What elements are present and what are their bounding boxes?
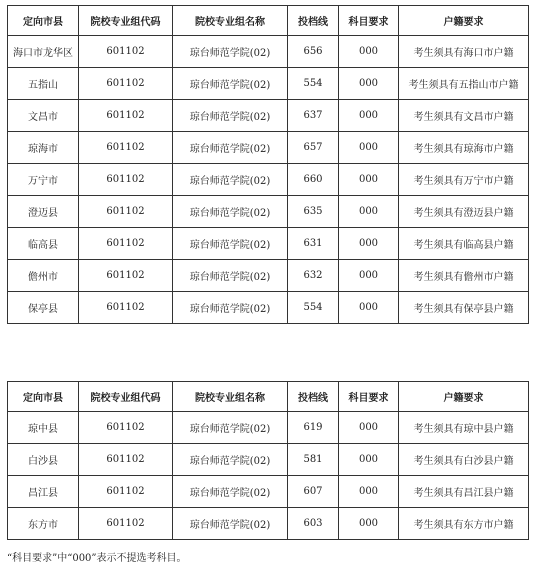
- admission-table-1: [7, 5, 529, 324]
- table-row: [8, 196, 529, 228]
- cell-group-name: 琼台师范学院(02): [173, 476, 288, 508]
- cell-subject-requirement: 000: [339, 132, 399, 164]
- cell-residency-requirement: 考生须具有文昌市户籍: [399, 100, 529, 132]
- table-body: [8, 412, 529, 540]
- footnote: “科目要求”中“000”表示不提选考科目。: [7, 553, 187, 564]
- cell-group-name: 琼台师范学院(02): [173, 412, 288, 444]
- cell-cutoff-score: 631: [288, 228, 339, 260]
- cell-residency-requirement: 考生须具有儋州市户籍: [399, 260, 529, 292]
- cell-group-code: 601102: [79, 260, 173, 292]
- table-row: [8, 412, 529, 444]
- cell-region: 五指山: [8, 68, 79, 100]
- cell-region: 琼中县: [8, 412, 79, 444]
- column-header-cutoff-score: 投档线: [288, 6, 339, 36]
- cell-residency-requirement: 考生须具有昌江县户籍: [399, 476, 529, 508]
- cell-group-code: 601102: [79, 196, 173, 228]
- cell-subject-requirement: 000: [339, 228, 399, 260]
- cell-group-code: 601102: [79, 476, 173, 508]
- cell-region: 儋州市: [8, 260, 79, 292]
- cell-group-code: 601102: [79, 508, 173, 540]
- table-row: [8, 260, 529, 292]
- cell-subject-requirement: 000: [339, 508, 399, 540]
- cell-cutoff-score: 607: [288, 476, 339, 508]
- cell-cutoff-score: 581: [288, 444, 339, 476]
- table-body: [8, 36, 529, 324]
- table-header-row: [8, 382, 529, 412]
- cell-cutoff-score: 554: [288, 292, 339, 324]
- cell-region: 临高县: [8, 228, 79, 260]
- table-header-row: [8, 6, 529, 36]
- table-row: [8, 36, 529, 68]
- cell-residency-requirement: 考生须具有白沙县户籍: [399, 444, 529, 476]
- cell-cutoff-score: 637: [288, 100, 339, 132]
- cell-cutoff-score: 619: [288, 412, 339, 444]
- cell-subject-requirement: 000: [339, 292, 399, 324]
- table-row: [8, 476, 529, 508]
- cell-subject-requirement: 000: [339, 260, 399, 292]
- cell-region: 万宁市: [8, 164, 79, 196]
- cell-group-name: 琼台师范学院(02): [173, 36, 288, 68]
- cell-cutoff-score: 632: [288, 260, 339, 292]
- admission-table-2: [7, 381, 529, 540]
- cell-residency-requirement: 考生须具有澄迈县户籍: [399, 196, 529, 228]
- column-header-residency-requirement: 户籍要求: [399, 382, 529, 412]
- column-header-group-name: 院校专业组名称: [173, 6, 288, 36]
- cell-group-code: 601102: [79, 68, 173, 100]
- cell-cutoff-score: 660: [288, 164, 339, 196]
- cell-group-name: 琼台师范学院(02): [173, 444, 288, 476]
- table-row: [8, 444, 529, 476]
- cell-subject-requirement: 000: [339, 100, 399, 132]
- cell-region: 东方市: [8, 508, 79, 540]
- cell-cutoff-score: 554: [288, 68, 339, 100]
- cell-cutoff-score: 635: [288, 196, 339, 228]
- column-header-group-code: 院校专业组代码: [79, 6, 173, 36]
- cell-subject-requirement: 000: [339, 196, 399, 228]
- cell-region: 白沙县: [8, 444, 79, 476]
- table-row: [8, 100, 529, 132]
- cell-region: 海口市龙华区: [8, 36, 79, 68]
- cell-group-name: 琼台师范学院(02): [173, 196, 288, 228]
- cell-group-name: 琼台师范学院(02): [173, 508, 288, 540]
- cell-cutoff-score: 657: [288, 132, 339, 164]
- cell-residency-requirement: 考生须具有东方市户籍: [399, 508, 529, 540]
- cell-group-name: 琼台师范学院(02): [173, 292, 288, 324]
- cell-subject-requirement: 000: [339, 444, 399, 476]
- cell-group-code: 601102: [79, 292, 173, 324]
- column-header-cutoff-score: 投档线: [288, 382, 339, 412]
- cell-cutoff-score: 603: [288, 508, 339, 540]
- cell-group-code: 601102: [79, 228, 173, 260]
- cell-group-name: 琼台师范学院(02): [173, 68, 288, 100]
- cell-subject-requirement: 000: [339, 412, 399, 444]
- cell-residency-requirement: 考生须具有保亭县户籍: [399, 292, 529, 324]
- cell-group-name: 琼台师范学院(02): [173, 260, 288, 292]
- cell-group-code: 601102: [79, 132, 173, 164]
- table-row: [8, 164, 529, 196]
- cell-region: 文昌市: [8, 100, 79, 132]
- cell-subject-requirement: 000: [339, 476, 399, 508]
- cell-region: 昌江县: [8, 476, 79, 508]
- table-row: [8, 228, 529, 260]
- cell-residency-requirement: 考生须具有琼海市户籍: [399, 132, 529, 164]
- cell-region: 澄迈县: [8, 196, 79, 228]
- cell-residency-requirement: 考生须具有五指山市户籍: [399, 68, 529, 100]
- cell-residency-requirement: 考生须具有海口市户籍: [399, 36, 529, 68]
- cell-cutoff-score: 656: [288, 36, 339, 68]
- cell-group-code: 601102: [79, 100, 173, 132]
- cell-residency-requirement: 考生须具有琼中县户籍: [399, 412, 529, 444]
- cell-group-code: 601102: [79, 444, 173, 476]
- cell-group-name: 琼台师范学院(02): [173, 228, 288, 260]
- column-header-residency-requirement: 户籍要求: [399, 6, 529, 36]
- cell-group-code: 601102: [79, 412, 173, 444]
- table-row: [8, 132, 529, 164]
- table-row: [8, 68, 529, 100]
- cell-subject-requirement: 000: [339, 68, 399, 100]
- column-header-subject-requirement: 科目要求: [339, 6, 399, 36]
- column-header-subject-requirement: 科目要求: [339, 382, 399, 412]
- cell-group-code: 601102: [79, 164, 173, 196]
- cell-group-code: 601102: [79, 36, 173, 68]
- column-header-region: 定向市县: [8, 6, 79, 36]
- table-row: [8, 508, 529, 540]
- column-header-group-name: 院校专业组名称: [173, 382, 288, 412]
- cell-subject-requirement: 000: [339, 164, 399, 196]
- cell-region: 保亭县: [8, 292, 79, 324]
- column-header-region: 定向市县: [8, 382, 79, 412]
- cell-subject-requirement: 000: [339, 36, 399, 68]
- cell-residency-requirement: 考生须具有万宁市户籍: [399, 164, 529, 196]
- cell-group-name: 琼台师范学院(02): [173, 164, 288, 196]
- cell-group-name: 琼台师范学院(02): [173, 132, 288, 164]
- column-header-group-code: 院校专业组代码: [79, 382, 173, 412]
- table-row: [8, 292, 529, 324]
- cell-region: 琼海市: [8, 132, 79, 164]
- cell-group-name: 琼台师范学院(02): [173, 100, 288, 132]
- cell-residency-requirement: 考生须具有临高县户籍: [399, 228, 529, 260]
